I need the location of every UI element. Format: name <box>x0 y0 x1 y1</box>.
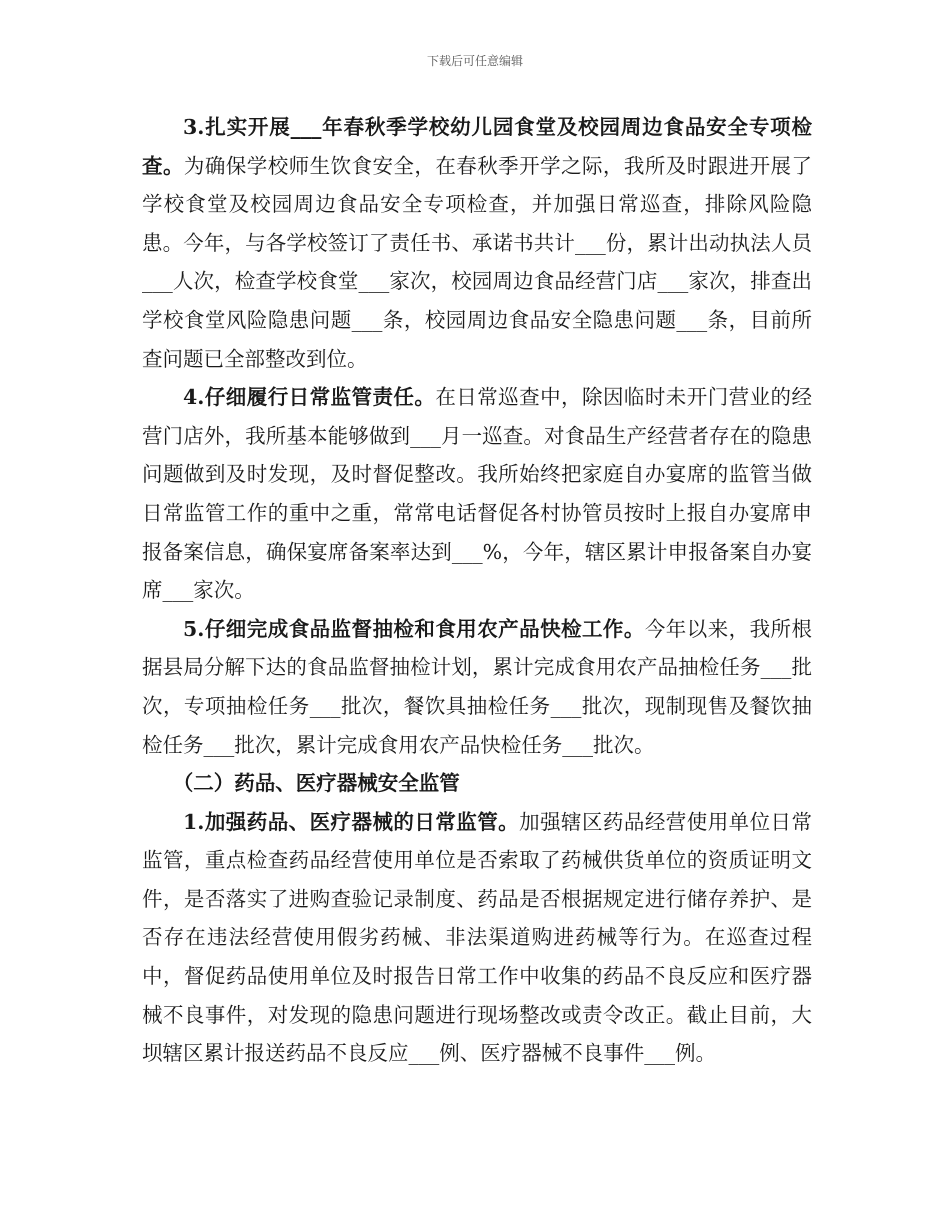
paragraph-text: 在日常巡查中，除因临时未开门营业的经营门店外，我所基本能够做到___月一巡查。对食品生产经营者存在的隐患问题做到及时发现，及时督促整改。我所始终把家庭自办宴席的监管当做日常监管工作的重中之重，常常电话督促各村协管员按时上报自办宴席申报备案信息，确保宴席备案率达到___%，今年，辖区累计申报备案自办宴席___家次。 <box>142 385 813 603</box>
paragraph-school-canteen-inspection <box>142 108 812 378</box>
paragraph-drug-device-supervision <box>142 803 812 1073</box>
paragraph-text: 为确保学校师生饮食安全，在春秋季开学之际，我所及时跟进开展了学校食堂及校园周边食品安全专项检查，并加强日常巡查，排除风险隐患。今年，与各学校签订了责任书、承诺书共计___份，累计出动执法人员___人次，检查学校食堂___家次，校园周边食品经营门店___家次，排查出学校食堂风险隐患问题___条，校园周边食品安全隐患问题___条，目前所查问题已全部整改到位。 <box>142 153 813 371</box>
paragraph-lead: 5.仔细完成食品监督抽检和食用农产品快检工作。 <box>183 616 645 641</box>
paragraph-text: 加强辖区药品经营使用单位日常监管，重点检查药品经营使用单位是否索取了药械供货单位的资质证明文件，是否落实了进购查验记录制度、药品是否根据规定进行储存养护、是否存在违法经营使用假劣药械、非法渠道购进药械等行为。在巡查过程中，督促药品使用单位及时报告日常工作中收集的药品不良反应和医疗器械不良事件，对发现的隐患问题进行现场整改或责令改正。截止目前，大坝辖区累计报送药品不良反应___例、医疗器械不良事件___例。 <box>142 809 812 1066</box>
document-body <box>142 108 812 1073</box>
paragraph-daily-supervision <box>142 378 812 610</box>
paragraph-lead: 1.加强药品、医疗器械的日常监管。 <box>183 809 520 834</box>
section-heading: （二）药品、医疗器械安全监管 <box>172 771 460 796</box>
page-header: 下载后可任意编辑 <box>426 54 523 68</box>
paragraph-lead: 4.仔细履行日常监管责任。 <box>183 385 436 410</box>
paragraph-food-sampling <box>142 610 812 764</box>
paragraph-lead: 3.扎实开展___年春秋季学校幼儿园食堂及校园周边食品安全专项检查。 <box>142 115 812 178</box>
paragraph-text: 今年以来，我所根据县局分解下达的食品监督抽检计划，累计完成食用农产品抽检任务___批次，专项抽检任务___批次，餐饮具抽检任务___批次，现制现售及餐饮抽检任务___批次，累计完成食用农产品快检任务___批次。 <box>142 616 813 757</box>
